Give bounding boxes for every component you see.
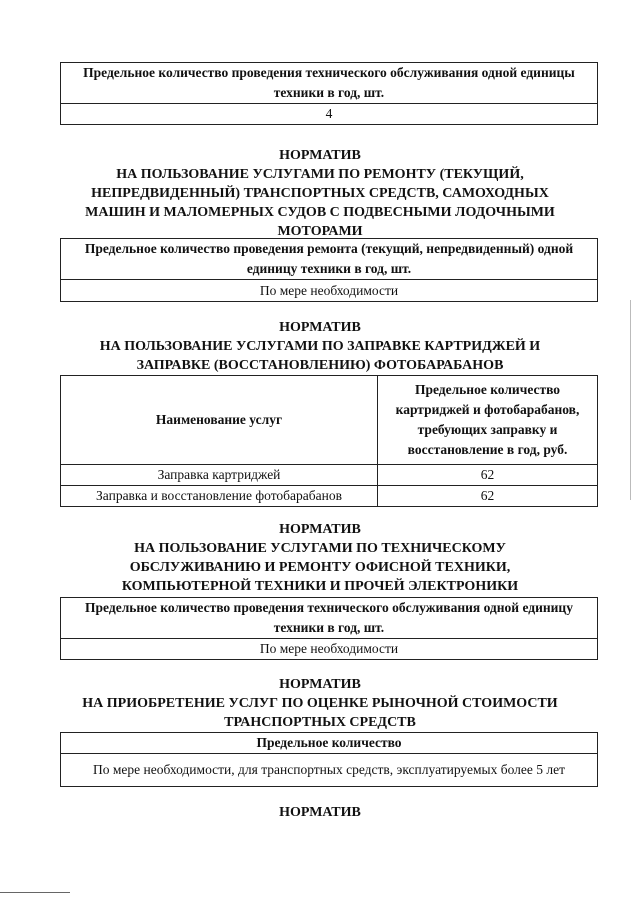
table-header: Предельное количество проведения технического обслуживания одной единицу техники в год, шт. <box>61 598 598 639</box>
column-header: Наименование услуг <box>61 376 378 465</box>
section-heading: НОРМАТИВ НА ПРИОБРЕТЕНИЕ УСЛУГ ПО ОЦЕНКЕ РЫНОЧНОЙ СТОИМОСТИ ТРАНСПОРТНЫХ СРЕДСТВ <box>82 677 558 730</box>
table-cell: 62 <box>378 486 598 507</box>
table-cell: Заправка картриджей <box>61 465 378 486</box>
table-header: Предельное количество проведения технического обслуживания одной единицы техники в год, шт. <box>61 63 598 104</box>
table-cell: По мере необходимости <box>61 639 598 660</box>
table-cell: 62 <box>378 465 598 486</box>
table-header: Предельное количество проведения ремонта (текущий, непредвиденный) одной единицу техники в год, шт. <box>61 239 598 280</box>
scan-edge-line <box>0 892 70 893</box>
scan-edge-line <box>630 300 631 500</box>
valuation-table <box>60 732 598 787</box>
column-header: Предельное количество картриджей и фотобарабанов, требующих заправку и восстановление в год, руб. <box>378 376 598 465</box>
table-cell: Заправка и восстановление фотобарабанов <box>61 486 378 507</box>
section-heading: НОРМАТИВ НА ПОЛЬЗОВАНИЕ УСЛУГАМИ ПО РЕМОНТУ (ТЕКУЩИЙ, НЕПРЕДВИДЕННЫЙ) ТРАНСПОРТНЫХ СРЕДСТВ, САМОХОДНЫХ МАШИН И МАЛОМЕРНЫХ СУДОВ С ПОДВЕСНЫМИ ЛОДОЧНЫМИ МОТОРАМИ <box>85 148 555 239</box>
office-equipment-table <box>60 597 598 660</box>
table-cell: По мере необходимости <box>61 280 598 302</box>
section-heading: НОРМАТИВ <box>279 805 361 820</box>
table-header: Предельное количество <box>61 733 598 754</box>
cartridge-refill-table <box>60 375 598 507</box>
section-heading: НОРМАТИВ НА ПОЛЬЗОВАНИЕ УСЛУГАМИ ПО ТЕХНИЧЕСКОМУ ОБСЛУЖИВАНИЮ И РЕМОНТУ ОФИСНОЙ ТЕХНИКИ, КОМПЬЮТЕРНОЙ ТЕХНИКИ И ПРОЧЕЙ ЭЛЕКТРОНИКИ <box>121 522 519 594</box>
table-cell: 4 <box>61 104 598 125</box>
table-cell: По мере необходимости, для транспортных средств, эксплуатируемых более 5 лет <box>61 754 598 787</box>
repair-limit-table <box>60 238 598 302</box>
maintenance-limit-table <box>60 62 598 125</box>
section-heading: НОРМАТИВ НА ПОЛЬЗОВАНИЕ УСЛУГАМИ ПО ЗАПРАВКЕ КАРТРИДЖЕЙ И ЗАПРАВКЕ (ВОССТАНОВЛЕНИЮ) ФОТОБАРАБАНОВ <box>99 320 541 373</box>
